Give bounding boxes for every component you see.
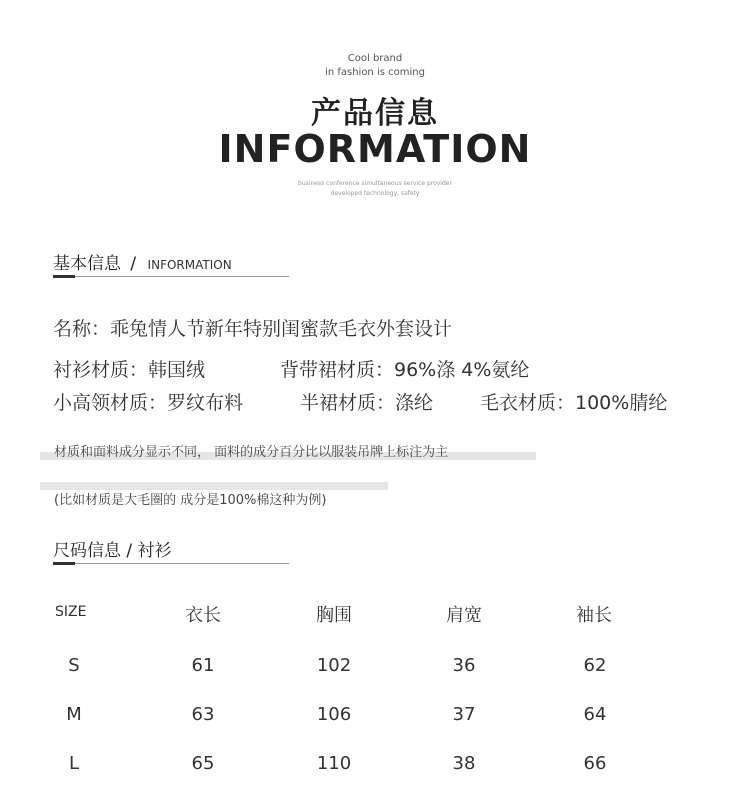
shirt-material: 衬衫材质：韩国绒 — [53, 359, 206, 381]
basic-info-slash: / — [130, 254, 137, 274]
brand-tagline-line2: in fashion is coming — [325, 67, 425, 78]
table-cell-size: M — [66, 704, 82, 725]
table-cell-chest: 102 — [316, 655, 352, 676]
table-cell-size: S — [68, 655, 80, 676]
basic-info-title-en: INFORMATION — [147, 258, 232, 272]
table-header-size: SIZE — [55, 604, 87, 620]
table-header-chest: 胸围 — [316, 605, 352, 626]
subtag-line1: business conference simultaneous service provider — [298, 180, 452, 187]
table-cell-shoulder: 38 — [452, 753, 476, 774]
half-skirt-material: 半裙材质：涤纶 — [300, 392, 434, 414]
table-cell-length: 61 — [191, 655, 215, 676]
table-cell-shoulder: 37 — [452, 704, 476, 725]
table-cell-sleeve: 64 — [583, 704, 607, 725]
table-cell-chest: 106 — [316, 704, 352, 725]
table-header-length: 衣长 — [185, 605, 221, 626]
basic-info-heading — [53, 249, 232, 274]
basic-info-accent — [53, 275, 75, 278]
table-header-sleeve: 袖长 — [576, 605, 612, 626]
basic-info-divider — [53, 276, 289, 277]
page-title-cn: 产品信息 — [311, 96, 439, 131]
table-cell-sleeve: 62 — [583, 655, 607, 676]
strap-skirt-material: 背带裙材质：96%涤 4%氨纶 — [280, 359, 530, 381]
page-title-en: INFORMATION — [218, 127, 532, 171]
table-cell-length: 63 — [191, 704, 215, 725]
table-cell-length: 65 — [191, 753, 215, 774]
table-cell-sleeve: 66 — [583, 753, 607, 774]
brand-tagline-line1: Cool brand — [347, 53, 403, 64]
collar-material: 小高领材质：罗纹布料 — [53, 392, 244, 414]
table-cell-shoulder: 36 — [452, 655, 476, 676]
basic-info-title: 基本信息 — [53, 254, 121, 274]
size-info-title: 尺码信息 / 衬衫 — [53, 541, 172, 561]
table-cell-chest: 110 — [316, 753, 352, 774]
material-note-2: (比如材质是大毛圈的 成分是100%棉这种为例) — [54, 493, 327, 508]
table-cell-size: L — [68, 753, 80, 774]
material-note-1: 材质和面料成分显示不同， 面料的成分百分比以服装吊牌上标注为主 — [54, 445, 449, 460]
table-header-shoulder: 肩宽 — [446, 605, 482, 626]
size-info-divider — [53, 563, 289, 564]
sweater-material: 毛衣材质：100%腈纶 — [480, 392, 668, 414]
product-name: 名称：乖兔情人节新年特别闺蜜款毛衣外套设计 — [53, 318, 453, 340]
subtag-line2: developed technology, safety — [330, 190, 420, 197]
size-info-accent — [53, 562, 75, 565]
